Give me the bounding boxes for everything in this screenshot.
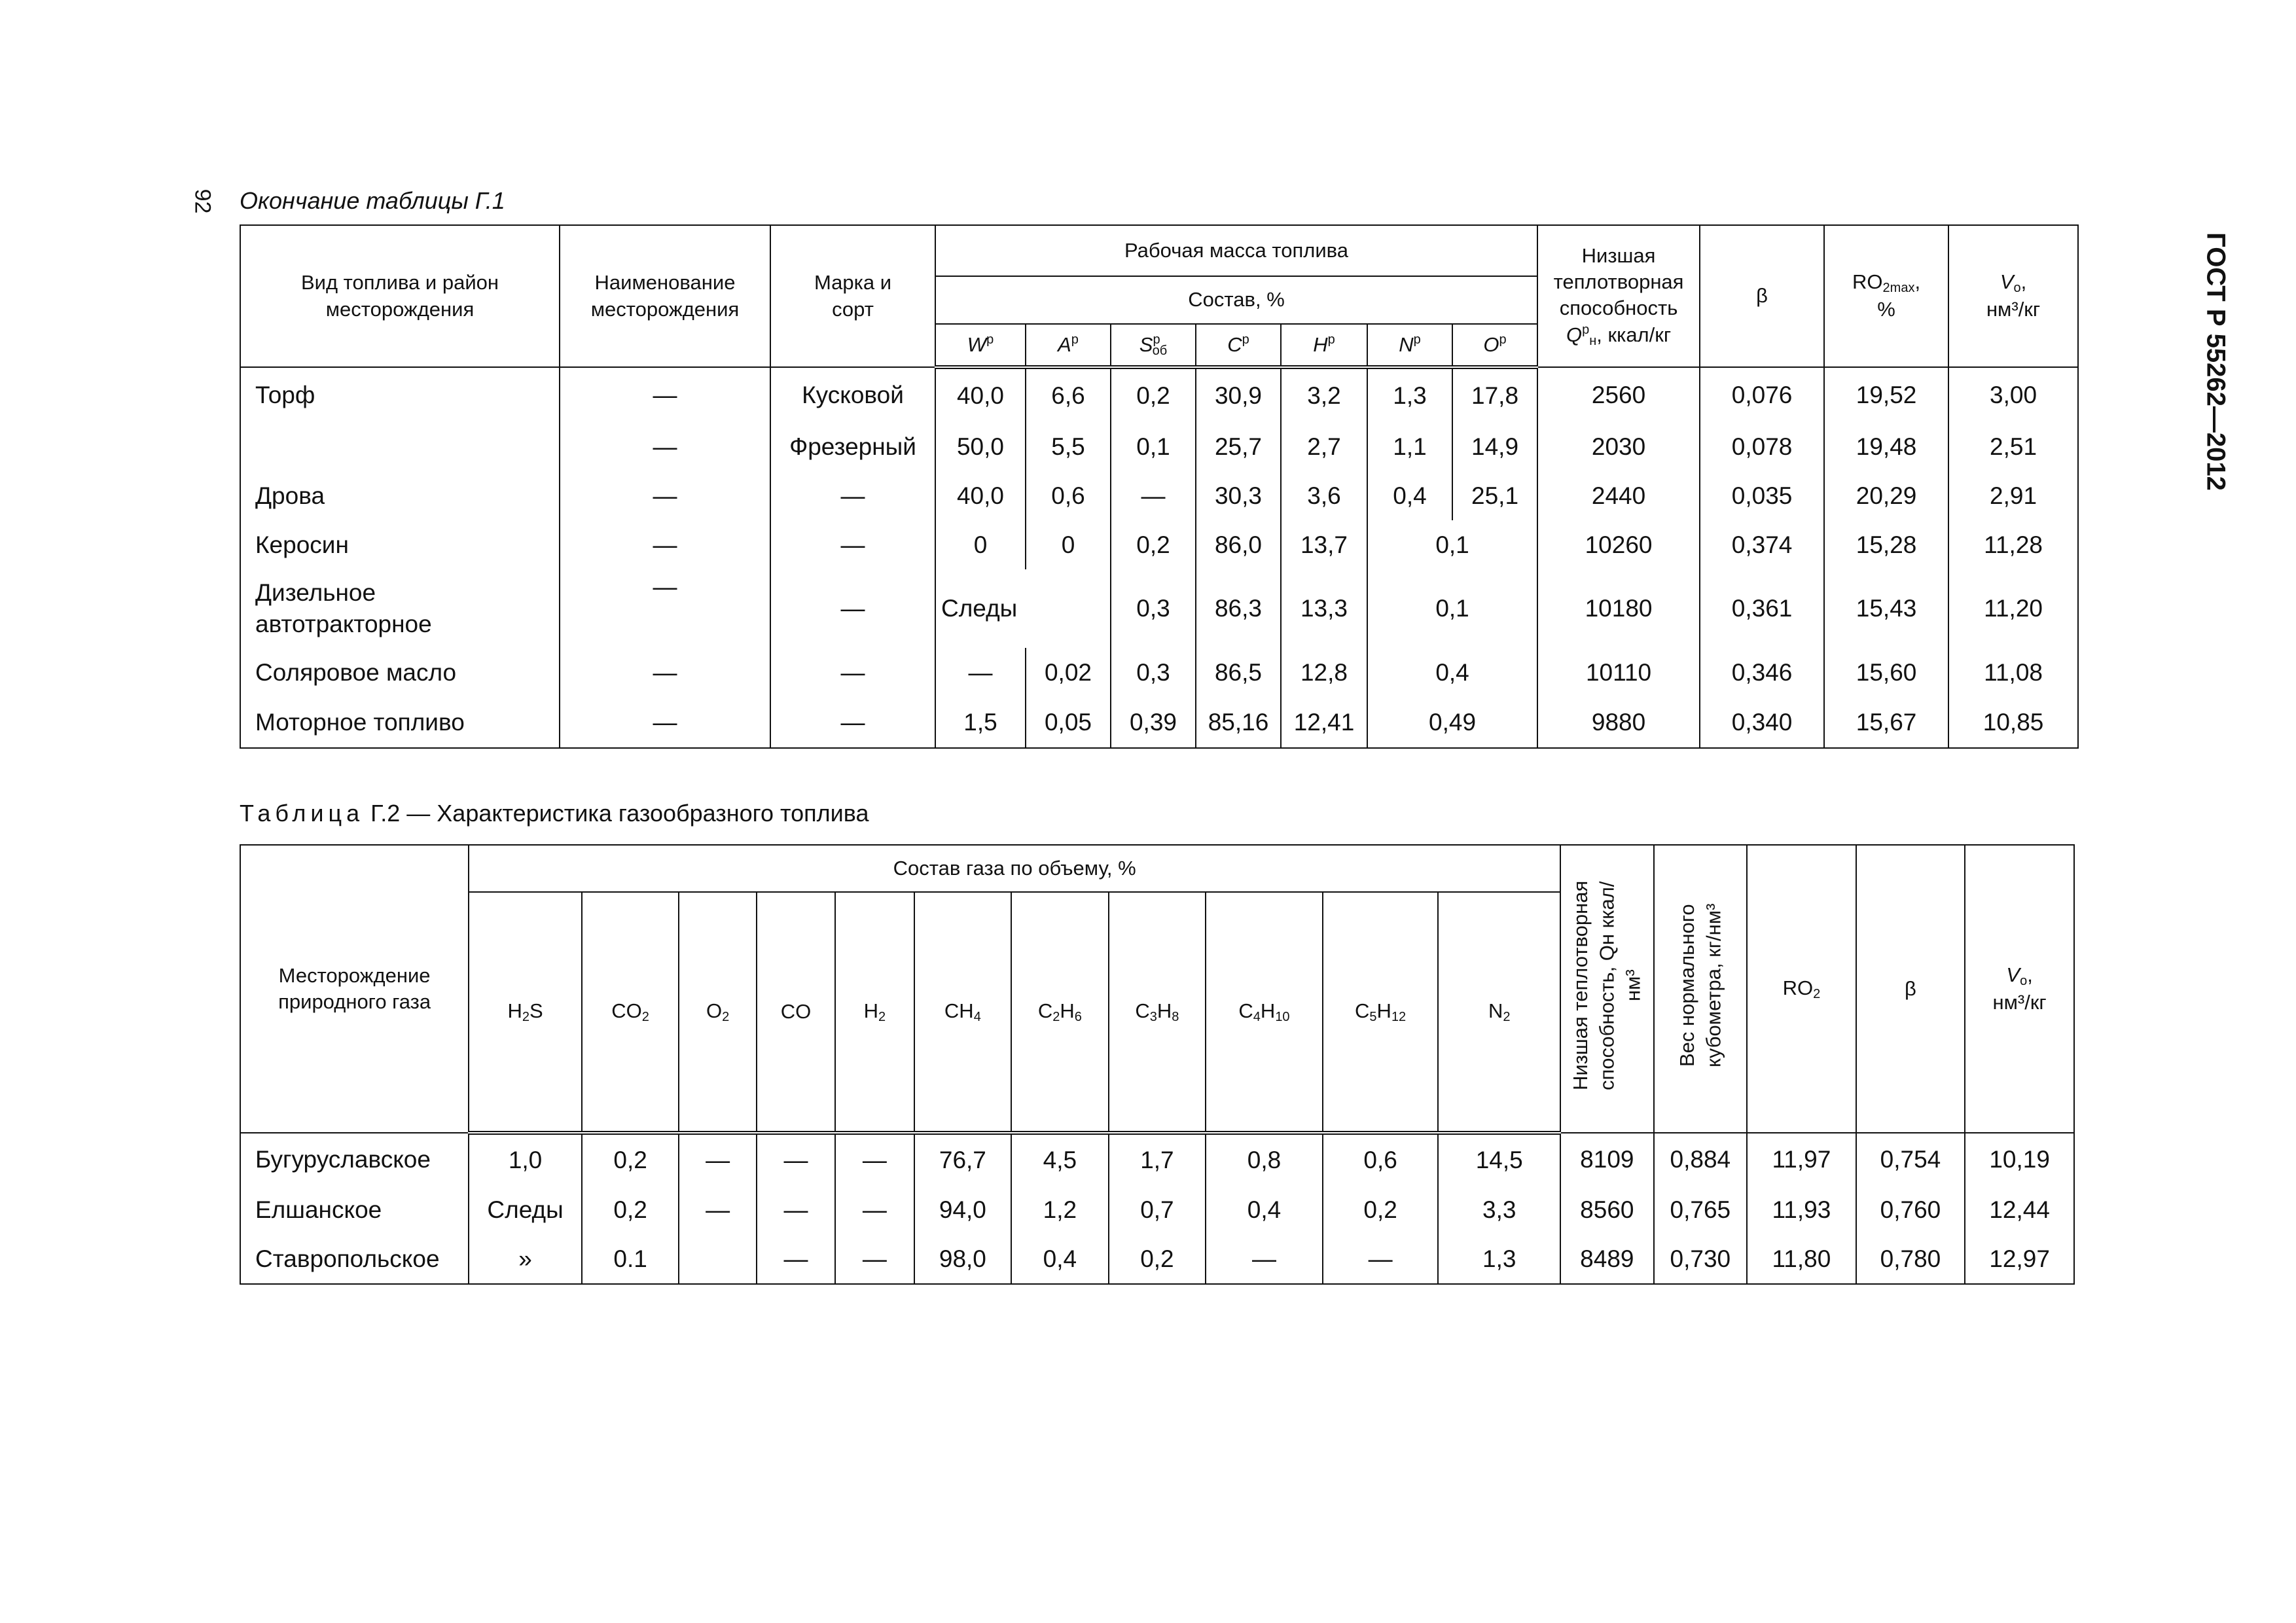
- chem: C: [1355, 999, 1370, 1022]
- cell-S: —: [1111, 471, 1196, 520]
- C-symbol: C: [1227, 333, 1242, 357]
- cell-V: 10,19: [1965, 1133, 2074, 1185]
- header-beta: β: [1700, 225, 1824, 367]
- N-symbol: N: [1399, 333, 1414, 357]
- sub: 2: [878, 1010, 886, 1024]
- cell-W: 40,0: [935, 471, 1026, 520]
- header-O2: [679, 892, 756, 1133]
- sub: 3: [1149, 1010, 1157, 1024]
- v-symbol: V: [2006, 963, 2020, 986]
- cell-C5H12: —: [1323, 1234, 1439, 1284]
- chem: C: [1135, 999, 1150, 1022]
- cell-W: 1,5: [935, 697, 1026, 748]
- cell-beta: 0,760: [1856, 1185, 1965, 1234]
- sup: р: [1413, 332, 1421, 348]
- cell-CH4: 98,0: [914, 1234, 1012, 1284]
- v-unit: нм³/кг: [1992, 990, 2047, 1014]
- cell-V: 10,85: [1948, 697, 2078, 748]
- cell-CO2: 0,2: [582, 1133, 679, 1185]
- cell-C3H8: 1,7: [1109, 1133, 1206, 1185]
- header-CH4: [914, 892, 1012, 1133]
- chem: H: [507, 999, 522, 1022]
- chem: H: [1060, 999, 1075, 1022]
- cell-H: 12,8: [1281, 648, 1367, 697]
- cell-A: 5,5: [1026, 422, 1111, 471]
- cell-S: 0,2: [1111, 520, 1196, 569]
- table-row: [240, 697, 2078, 748]
- cell-Q: 2030: [1537, 422, 1700, 471]
- header-heat-value: [1537, 225, 1700, 367]
- cell-A: 0,05: [1026, 697, 1111, 748]
- cell-brand: —: [770, 648, 935, 697]
- sup: р: [1071, 332, 1079, 348]
- header-fuel: Вид топлива и район месторождения: [240, 225, 560, 367]
- heat-value-label: Низшая теплотворная способность: [1553, 243, 1684, 320]
- cell-H2: —: [835, 1234, 914, 1284]
- cell-C3H8: 0,7: [1109, 1185, 1206, 1234]
- cell-C2H6: 0,4: [1011, 1234, 1109, 1284]
- header-C3H8: [1109, 892, 1206, 1133]
- cell-Q: 8489: [1560, 1234, 1654, 1284]
- cell-RO2: 11,97: [1747, 1133, 1856, 1185]
- cell-fuel: [240, 422, 560, 471]
- header-deposit: Месторождение природного газа: [240, 845, 469, 1133]
- cell-O: 14,9: [1452, 422, 1537, 471]
- O-symbol: O: [1483, 333, 1499, 357]
- cell-beta: 0,035: [1700, 471, 1824, 520]
- cell-RO2: 11,93: [1747, 1185, 1856, 1234]
- comma: ,: [1914, 270, 1921, 294]
- sub: 6: [1074, 1010, 1082, 1024]
- cell-RO2: 19,48: [1824, 422, 1948, 471]
- page-number: 92: [190, 188, 215, 214]
- cell-Q: 10180: [1537, 569, 1700, 648]
- table-row: [240, 648, 2078, 697]
- sup: р: [1582, 323, 1590, 338]
- sub: 2max: [1882, 281, 1915, 296]
- cell-weight: 0,765: [1654, 1185, 1748, 1234]
- cell-H2S: »: [469, 1234, 582, 1284]
- cell-CO: —: [757, 1133, 835, 1185]
- cell-RO2: 15,60: [1824, 648, 1948, 697]
- cell-Q: 10110: [1537, 648, 1700, 697]
- sub: 10: [1275, 1010, 1290, 1024]
- table-row: [240, 569, 2078, 648]
- cell-O: 17,8: [1452, 367, 1537, 422]
- cell-name: —: [560, 367, 770, 422]
- A-symbol: A: [1058, 333, 1071, 357]
- chem: C: [1238, 999, 1253, 1022]
- cell-H: 2,7: [1281, 422, 1367, 471]
- cell-C: 86,3: [1196, 569, 1281, 648]
- cell-Q: 10260: [1537, 520, 1700, 569]
- cell-C5H12: 0,2: [1323, 1185, 1439, 1234]
- cell-fuel: Моторное топливо: [240, 697, 560, 748]
- cell-RO2: 15,67: [1824, 697, 1948, 748]
- cell-A: 0,02: [1026, 648, 1111, 697]
- header-working-mass: Рабочая масса топлива: [935, 225, 1537, 276]
- cell-N2: 3,3: [1438, 1185, 1560, 1234]
- header-N2: [1438, 892, 1560, 1133]
- heat-value-symbol: Q: [1566, 323, 1583, 347]
- table-g2: [240, 844, 2075, 1285]
- header-beta: β: [1856, 845, 1965, 1133]
- heat-value-label: Низшая теплотворная способность, Qн ккал/нм³: [1568, 880, 1645, 1090]
- v-symbol: V: [2000, 270, 2014, 294]
- cell-C: 86,0: [1196, 520, 1281, 569]
- W-symbol: W: [967, 333, 987, 357]
- cell-W: 0: [935, 520, 1026, 569]
- table2-caption: [240, 800, 869, 827]
- cell-beta: 0,346: [1700, 648, 1824, 697]
- cell-H: 13,3: [1281, 569, 1367, 648]
- cell-O2: —: [679, 1185, 756, 1234]
- cell-name: —: [560, 569, 770, 648]
- cell-weight: 0,884: [1654, 1133, 1748, 1185]
- cell-H2: —: [835, 1133, 914, 1185]
- table2-caption-prefix: Таблица: [240, 800, 365, 827]
- table-row: [240, 422, 2078, 471]
- cell-C: 30,9: [1196, 367, 1281, 422]
- cell-CH4: 94,0: [914, 1185, 1012, 1234]
- cell-Q: 8109: [1560, 1133, 1654, 1185]
- S-symbol: S: [1139, 332, 1153, 356]
- cell-brand: —: [770, 697, 935, 748]
- sub: o: [2020, 973, 2028, 988]
- header-W: [935, 324, 1026, 367]
- cell-O2: [679, 1234, 756, 1284]
- header-composition: Состав, %: [935, 276, 1537, 324]
- cell-CO2: 0,2: [582, 1185, 679, 1234]
- table-g1-end: [240, 224, 2079, 749]
- header-CO: CO: [757, 892, 835, 1133]
- cell-Q: 8560: [1560, 1185, 1654, 1234]
- cell-H2S: Следы: [469, 1185, 582, 1234]
- cell-V: 3,00: [1948, 367, 2078, 422]
- header-deposit-name: Наименование месторождения: [560, 225, 770, 367]
- cell-fuel: Торф: [240, 367, 560, 422]
- table1-caption: Окончание таблицы Г.1: [240, 187, 505, 214]
- cell-N: 1,3: [1367, 367, 1452, 422]
- header-brand: Марка и сорт: [770, 225, 935, 367]
- chem: CO: [611, 999, 642, 1022]
- cell-beta: 0,374: [1700, 520, 1824, 569]
- weight-label: Вес нормального кубометра, кг/нм³: [1675, 903, 1725, 1068]
- cell-fuel: Дрова: [240, 471, 560, 520]
- cell-V: 2,91: [1948, 471, 2078, 520]
- standard-designation: ГОСТ Р 55262—2012: [2201, 232, 2231, 491]
- cell-beta: 0,780: [1856, 1234, 1965, 1284]
- cell-CO: —: [757, 1185, 835, 1234]
- sub: н: [1589, 334, 1597, 349]
- header-C2H6: [1011, 892, 1109, 1133]
- header-S: [1111, 324, 1196, 367]
- cell-name: —: [560, 471, 770, 520]
- v-unit: нм³/кг: [1986, 298, 2041, 321]
- sub: 2: [1503, 1010, 1511, 1024]
- table-row: [240, 367, 2078, 422]
- sup: р: [1153, 332, 1160, 347]
- sub: 2: [722, 1010, 730, 1024]
- header-gas-composition: Состав газа по объему, %: [469, 845, 1560, 892]
- cell-H2S: 1,0: [469, 1133, 582, 1185]
- cell-weight: 0,730: [1654, 1234, 1748, 1284]
- table-row: [240, 1133, 2074, 1185]
- cell-NO: 0,1: [1367, 520, 1537, 569]
- cell-RO2: 20,29: [1824, 471, 1948, 520]
- cell-brand: Кусковой: [770, 367, 935, 422]
- cell-beta: 0,340: [1700, 697, 1824, 748]
- header-v0: [1948, 225, 2078, 367]
- chem: O: [706, 999, 723, 1022]
- sub: об: [1152, 343, 1168, 358]
- cell-brand: —: [770, 471, 935, 520]
- header-v0: [1965, 845, 2074, 1133]
- header-C5H12: [1323, 892, 1439, 1133]
- cell-H: 3,2: [1281, 367, 1367, 422]
- sub: o: [2013, 281, 2021, 296]
- cell-S: 0,2: [1111, 367, 1196, 422]
- chem: H: [863, 999, 879, 1022]
- H-symbol: H: [1313, 333, 1328, 357]
- cell-CO: —: [757, 1234, 835, 1284]
- cell-W: 50,0: [935, 422, 1026, 471]
- header-ro2: [1747, 845, 1856, 1133]
- sup: р: [1499, 332, 1507, 348]
- cell-name: —: [560, 520, 770, 569]
- cell-S: 0,3: [1111, 648, 1196, 697]
- cell-RO2: 19,52: [1824, 367, 1948, 422]
- sub: 12: [1391, 1010, 1407, 1024]
- header-CO2: [582, 892, 679, 1133]
- cell-NO: 0,49: [1367, 697, 1537, 748]
- cell-fuel: Дизельное автотракторное: [240, 569, 560, 648]
- ro2-label: RO: [1852, 270, 1883, 294]
- sup: р: [1242, 332, 1249, 348]
- header-H2: [835, 892, 914, 1133]
- cell-beta: 0,078: [1700, 422, 1824, 471]
- cell-deposit: Ставропольское: [240, 1234, 469, 1284]
- sub: 5: [1369, 1010, 1377, 1024]
- cell-name: —: [560, 697, 770, 748]
- table-row: [240, 471, 2078, 520]
- cell-RO2: 15,43: [1824, 569, 1948, 648]
- cell-C: 86,5: [1196, 648, 1281, 697]
- cell-name: —: [560, 648, 770, 697]
- sub: 2: [1813, 987, 1821, 1001]
- cell-CH4: 76,7: [914, 1133, 1012, 1185]
- cell-C: 25,7: [1196, 422, 1281, 471]
- sub: 2: [1052, 1010, 1060, 1024]
- cell-S: 0,3: [1111, 569, 1196, 648]
- cell-NO: 0,1: [1367, 569, 1537, 648]
- cell-beta: 0,361: [1700, 569, 1824, 648]
- cell-C2H6: 4,5: [1011, 1133, 1109, 1185]
- cell-C3H8: 0,2: [1109, 1234, 1206, 1284]
- header-C: [1196, 324, 1281, 367]
- cell-H: 12,41: [1281, 697, 1367, 748]
- chem: S: [529, 999, 543, 1022]
- cell-deposit: Бугуруславское: [240, 1133, 469, 1185]
- cell-V: 11,08: [1948, 648, 2078, 697]
- sup: р: [986, 332, 994, 348]
- cell-C: 30,3: [1196, 471, 1281, 520]
- sub: 4: [1253, 1010, 1261, 1024]
- cell-O: 25,1: [1452, 471, 1537, 520]
- cell-A: 0: [1026, 520, 1111, 569]
- cell-N2: 14,5: [1438, 1133, 1560, 1185]
- header-ro2max: [1824, 225, 1948, 367]
- header-A: [1026, 324, 1111, 367]
- chem: C: [1037, 999, 1053, 1022]
- table-row: [240, 1234, 2074, 1284]
- cell-C4H10: 0,8: [1206, 1133, 1323, 1185]
- cell-S: 0,1: [1111, 422, 1196, 471]
- chem: H: [1157, 999, 1172, 1022]
- chem: H: [1260, 999, 1276, 1022]
- cell-V: 2,51: [1948, 422, 2078, 471]
- cell-O2: —: [679, 1133, 756, 1185]
- cell-fuel: Керосин: [240, 520, 560, 569]
- cell-beta: 0,754: [1856, 1133, 1965, 1185]
- cell-W: 40,0: [935, 367, 1026, 422]
- cell-Q: 2560: [1537, 367, 1700, 422]
- chem: CH: [944, 999, 974, 1022]
- cell-V: 11,20: [1948, 569, 2078, 648]
- chem: H: [1376, 999, 1391, 1022]
- cell-N: 1,1: [1367, 422, 1452, 471]
- cell-C4H10: 0,4: [1206, 1185, 1323, 1234]
- ro2-label: RO: [1782, 976, 1814, 999]
- cell-H2: —: [835, 1185, 914, 1234]
- cell-beta: 0,076: [1700, 367, 1824, 422]
- cell-Q: 2440: [1537, 471, 1700, 520]
- sub: 8: [1172, 1010, 1179, 1024]
- cell-RO2: 15,28: [1824, 520, 1948, 569]
- cell-V: 12,97: [1965, 1234, 2074, 1284]
- header-O: [1452, 324, 1537, 367]
- header-H: [1281, 324, 1367, 367]
- cell-Q: 9880: [1537, 697, 1700, 748]
- comma: ,: [2027, 963, 2033, 986]
- cell-RO2: 11,80: [1747, 1234, 1856, 1284]
- cell-WA: Следы: [935, 569, 1111, 648]
- sub: 2: [641, 1010, 649, 1024]
- header-norm-cubic-weight: [1654, 845, 1748, 1133]
- cell-W: —: [935, 648, 1026, 697]
- cell-H: 3,6: [1281, 471, 1367, 520]
- chem: N: [1488, 999, 1503, 1022]
- cell-C: 85,16: [1196, 697, 1281, 748]
- cell-C4H10: —: [1206, 1234, 1323, 1284]
- cell-brand: —: [770, 520, 935, 569]
- cell-N: 0,4: [1367, 471, 1452, 520]
- cell-NO: 0,4: [1367, 648, 1537, 697]
- table-row: [240, 1185, 2074, 1234]
- comma: ,: [2020, 270, 2027, 294]
- cell-V: 12,44: [1965, 1185, 2074, 1234]
- cell-N2: 1,3: [1438, 1234, 1560, 1284]
- header-C4H10: [1206, 892, 1323, 1133]
- sub: 4: [973, 1010, 981, 1024]
- heat-value-unit: , ккал/кг: [1596, 323, 1672, 347]
- cell-CO2: 0.1: [582, 1234, 679, 1284]
- sub: 2: [522, 1010, 529, 1024]
- table2-caption-title: Г.2 — Характеристика газообразного топлива: [364, 800, 869, 827]
- cell-H: 13,7: [1281, 520, 1367, 569]
- cell-brand: Фрезерный: [770, 422, 935, 471]
- cell-deposit: Елшанское: [240, 1185, 469, 1234]
- cell-A: 6,6: [1026, 367, 1111, 422]
- header-N: [1367, 324, 1452, 367]
- cell-S: 0,39: [1111, 697, 1196, 748]
- cell-fuel: Соляровое масло: [240, 648, 560, 697]
- sup: р: [1327, 332, 1335, 348]
- table-row: [240, 520, 2078, 569]
- cell-A: 0,6: [1026, 471, 1111, 520]
- cell-C5H12: 0,6: [1323, 1133, 1439, 1185]
- ro2-unit: %: [1877, 298, 1895, 321]
- cell-C2H6: 1,2: [1011, 1185, 1109, 1234]
- cell-V: 11,28: [1948, 520, 2078, 569]
- cell-name: —: [560, 422, 770, 471]
- cell-brand: —: [770, 569, 935, 648]
- header-H2S: [469, 892, 582, 1133]
- header-heat-value: [1560, 845, 1654, 1133]
